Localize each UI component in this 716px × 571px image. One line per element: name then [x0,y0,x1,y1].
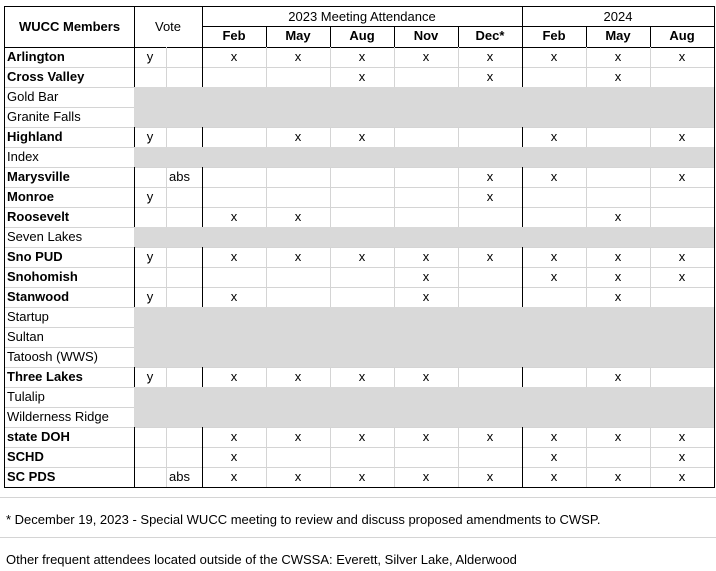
attendance-cell: x [266,427,331,448]
vote-cell: y [134,287,167,308]
vote-abstain-cell [166,407,203,428]
attendance-cell: x [650,127,715,148]
attendance-cell: x [202,447,267,468]
member-name: Sultan [4,327,135,348]
attendance-cell [586,307,651,328]
attendance-cell [394,407,459,428]
attendance-cell [266,147,331,168]
attendance-cell: x [586,67,651,88]
attendance-cell [266,87,331,108]
month-header: Nov [394,26,459,48]
attendance-cell: x [266,207,331,228]
attendance-cell [266,307,331,328]
attendance-cell: x [650,427,715,448]
member-name: Gold Bar [4,87,135,108]
attendance-cell [266,187,331,208]
attendance-cell [266,447,331,468]
sheet-gridline [0,497,716,498]
attendance-cell: x [394,427,459,448]
attendance-cell [522,327,587,348]
vote-abstain-cell [166,327,203,348]
attendance-cell [330,287,395,308]
attendance-cell: x [202,367,267,388]
attendance-cell [586,167,651,188]
attendance-cell [330,267,395,288]
vote-abstain-cell [166,347,203,368]
attendance-cell [586,107,651,128]
attendance-cell: x [522,467,587,488]
vote-cell [134,107,167,128]
attendance-cell [458,227,523,248]
attendance-cell: x [394,47,459,68]
attendance-cell [458,107,523,128]
vote-abstain-cell [166,367,203,388]
attendance-cell: x [394,247,459,268]
attendance-cell [586,387,651,408]
vote-abstain-cell [166,207,203,228]
member-name: Sno PUD [4,247,135,268]
attendance-cell [650,87,715,108]
vote-abstain-cell [166,87,203,108]
footnote: * December 19, 2023 - Special WUCC meeting to review and discuss proposed amendments to CWSP. [6,512,601,527]
attendance-cell [330,187,395,208]
member-name: Highland [4,127,135,148]
vote-cell [134,267,167,288]
vote-abstain-cell [166,47,203,68]
attendance-cell: x [458,47,523,68]
member-name: Wilderness Ridge [4,407,135,428]
member-name: Seven Lakes [4,227,135,248]
attendance-cell [650,227,715,248]
vote-cell [134,407,167,428]
attendance-cell [522,107,587,128]
vote-cell [134,67,167,88]
member-name: Arlington [4,47,135,68]
member-name: Marysville [4,167,135,188]
attendance-cell [650,287,715,308]
vote-cell: y [134,367,167,388]
vote-abstain-cell [166,67,203,88]
vote-cell [134,167,167,188]
vote-abstain-cell [166,247,203,268]
header-2023-attendance: 2023 Meeting Attendance [202,6,523,27]
member-name: Startup [4,307,135,328]
attendance-cell [394,447,459,468]
vote-cell [134,447,167,468]
attendance-cell [650,67,715,88]
attendance-cell: x [458,167,523,188]
attendance-cell: x [202,47,267,68]
attendance-cell: x [586,47,651,68]
attendance-cell: x [586,247,651,268]
attendance-cell [458,327,523,348]
attendance-cell: x [266,47,331,68]
attendance-cell: x [266,127,331,148]
attendance-cell: x [650,467,715,488]
attendance-cell: x [330,467,395,488]
attendance-cell [458,267,523,288]
attendance-cell: x [586,287,651,308]
attendance-cell [330,307,395,328]
other-attendees-note: Other frequent attendees located outside of the CWSSA: Everett, Silver Lake, Alderwood [6,552,517,567]
sheet-gridline [0,537,716,538]
attendance-cell: x [522,127,587,148]
attendance-cell [394,127,459,148]
vote-abstain-cell [166,127,203,148]
attendance-cell: x [650,47,715,68]
attendance-cell [266,407,331,428]
attendance-cell [650,307,715,328]
attendance-cell [522,227,587,248]
vote-cell [134,467,167,488]
attendance-cell [330,227,395,248]
attendance-cell [202,107,267,128]
attendance-cell [458,127,523,148]
attendance-cell [650,147,715,168]
attendance-cell [266,67,331,88]
attendance-cell: x [394,467,459,488]
month-header: Aug [650,26,715,48]
attendance-cell [394,107,459,128]
member-name: Cross Valley [4,67,135,88]
attendance-cell [266,267,331,288]
attendance-cell [394,87,459,108]
member-name: state DOH [4,427,135,448]
attendance-cell [650,347,715,368]
attendance-cell: x [586,267,651,288]
attendance-cell [394,207,459,228]
attendance-cell: x [330,367,395,388]
member-name: Monroe [4,187,135,208]
attendance-cell [586,327,651,348]
attendance-cell: x [266,247,331,268]
attendance-cell [458,407,523,428]
attendance-cell [394,347,459,368]
attendance-cell [394,147,459,168]
attendance-cell: x [266,467,331,488]
month-header: May [586,26,651,48]
attendance-cell: x [586,367,651,388]
attendance-cell: x [458,427,523,448]
attendance-cell [202,147,267,168]
attendance-cell [522,207,587,228]
vote-abstain-cell [166,107,203,128]
attendance-cell [650,367,715,388]
attendance-cell [202,387,267,408]
attendance-cell: x [522,167,587,188]
month-header: Feb [202,26,267,48]
attendance-cell [202,167,267,188]
attendance-cell [330,387,395,408]
attendance-cell: x [202,427,267,448]
attendance-cell [330,107,395,128]
attendance-cell [202,347,267,368]
member-name: Tatoosh (WWS) [4,347,135,368]
attendance-cell: x [522,247,587,268]
attendance-cell: x [458,467,523,488]
attendance-cell: x [202,287,267,308]
vote-cell [134,147,167,168]
vote-cell [134,307,167,328]
attendance-cell [266,227,331,248]
member-name: Tulalip [4,387,135,408]
attendance-cell: x [522,267,587,288]
attendance-cell [586,407,651,428]
attendance-cell [202,227,267,248]
attendance-cell [586,87,651,108]
attendance-cell: x [394,287,459,308]
header-2024: 2024 [522,6,715,27]
attendance-cell [330,207,395,228]
attendance-cell [650,387,715,408]
attendance-cell [330,167,395,188]
attendance-cell: x [522,447,587,468]
header-vote: Vote [134,6,203,48]
attendance-cell [330,407,395,428]
attendance-cell [202,187,267,208]
vote-cell [134,327,167,348]
attendance-cell: x [586,207,651,228]
month-header: Feb [522,26,587,48]
vote-cell [134,227,167,248]
attendance-cell: x [330,427,395,448]
attendance-cell [458,287,523,308]
member-name: Three Lakes [4,367,135,388]
member-name: Roosevelt [4,207,135,228]
vote-cell [134,427,167,448]
vote-abstain-cell [166,147,203,168]
member-name: Stanwood [4,287,135,308]
attendance-cell: x [650,447,715,468]
attendance-cell [458,147,523,168]
attendance-cell [394,307,459,328]
attendance-cell: x [394,267,459,288]
attendance-cell: x [330,67,395,88]
attendance-cell [458,87,523,108]
attendance-cell [202,127,267,148]
vote-abstain-cell [166,447,203,468]
attendance-cell [586,347,651,368]
member-name: Index [4,147,135,168]
member-name: SCHD [4,447,135,468]
vote-cell [134,87,167,108]
attendance-cell [586,127,651,148]
attendance-cell [330,327,395,348]
attendance-cell: x [458,67,523,88]
attendance-cell: x [650,267,715,288]
attendance-cell: x [458,247,523,268]
attendance-cell [586,447,651,468]
attendance-cell [394,67,459,88]
attendance-cell: x [330,127,395,148]
vote-cell: y [134,187,167,208]
attendance-cell [394,327,459,348]
attendance-cell [266,287,331,308]
attendance-cell [522,187,587,208]
month-header: May [266,26,331,48]
attendance-cell [394,387,459,408]
attendance-cell [458,447,523,468]
attendance-cell [202,307,267,328]
attendance-cell: x [330,247,395,268]
attendance-cell [650,327,715,348]
attendance-cell: x [650,247,715,268]
attendance-cell [202,267,267,288]
vote-cell [134,207,167,228]
attendance-cell [330,447,395,468]
vote-cell: y [134,127,167,148]
vote-cell: y [134,247,167,268]
month-header: Dec* [458,26,523,48]
attendance-cell [650,187,715,208]
vote-abstain-cell: abs [166,467,203,488]
attendance-cell [330,147,395,168]
attendance-cell: x [586,427,651,448]
attendance-cell [522,87,587,108]
month-header: Aug [330,26,395,48]
attendance-cell [202,87,267,108]
attendance-cell [458,307,523,328]
attendance-cell [522,407,587,428]
attendance-cell: x [330,47,395,68]
vote-abstain-cell [166,287,203,308]
member-name: Granite Falls [4,107,135,128]
attendance-cell: x [522,47,587,68]
attendance-cell [586,187,651,208]
attendance-cell: x [202,247,267,268]
attendance-cell [586,227,651,248]
attendance-cell: x [650,167,715,188]
attendance-cell: x [458,187,523,208]
attendance-cell [202,67,267,88]
vote-abstain-cell [166,227,203,248]
attendance-cell [394,227,459,248]
attendance-cell: x [522,427,587,448]
attendance-cell [458,207,523,228]
attendance-cell: x [266,367,331,388]
attendance-cell [266,387,331,408]
attendance-cell [394,167,459,188]
vote-abstain-cell [166,427,203,448]
attendance-cell [394,187,459,208]
attendance-cell [522,347,587,368]
vote-abstain-cell: abs [166,167,203,188]
attendance-cell [522,387,587,408]
attendance-cell [650,207,715,228]
attendance-cell [458,347,523,368]
attendance-cell [330,347,395,368]
attendance-cell [522,367,587,388]
attendance-cell [522,287,587,308]
vote-abstain-cell [166,187,203,208]
attendance-cell [202,407,267,428]
attendance-cell [266,107,331,128]
vote-abstain-cell [166,267,203,288]
attendance-cell [330,87,395,108]
header-members: WUCC Members [4,6,135,48]
attendance-cell [650,407,715,428]
attendance-cell [522,67,587,88]
member-name: SC PDS [4,467,135,488]
vote-abstain-cell [166,387,203,408]
vote-cell: y [134,47,167,68]
attendance-cell [522,307,587,328]
vote-abstain-cell [166,307,203,328]
attendance-cell: x [586,467,651,488]
table-bottom-border [4,487,715,488]
attendance-cell [522,147,587,168]
attendance-cell [266,347,331,368]
attendance-cell [202,327,267,348]
attendance-cell: x [202,207,267,228]
attendance-cell [458,387,523,408]
vote-cell [134,347,167,368]
attendance-cell [586,147,651,168]
vote-cell [134,387,167,408]
attendance-cell [266,167,331,188]
attendance-cell [266,327,331,348]
member-name: Snohomish [4,267,135,288]
attendance-cell: x [202,467,267,488]
attendance-cell [458,367,523,388]
attendance-cell [650,107,715,128]
attendance-cell: x [394,367,459,388]
